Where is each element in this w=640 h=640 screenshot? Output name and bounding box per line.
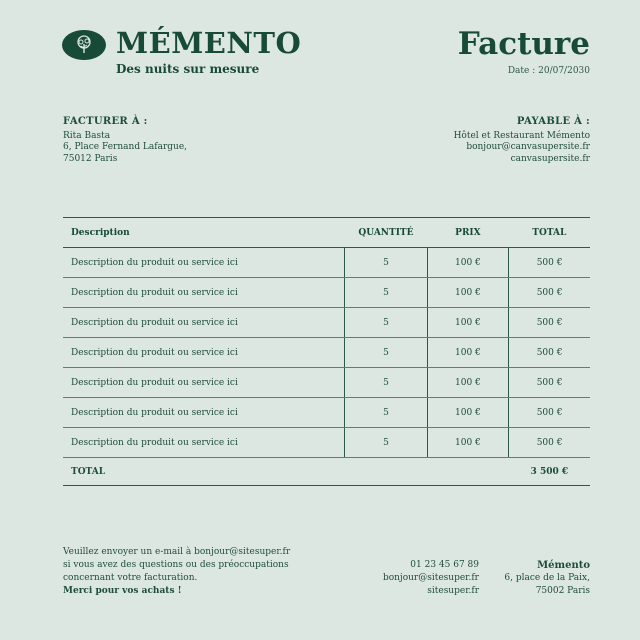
brand-name: MÉMENTO: [116, 26, 302, 60]
row-quantity: 5: [345, 308, 427, 338]
row-description: Description du produit ou service ici: [63, 308, 345, 338]
row-description: Description du produit ou service ici: [63, 368, 345, 398]
address-line: 75002 Paris: [535, 586, 590, 596]
row-price: 100 €: [427, 398, 509, 428]
contact-website: sitesuper.fr: [427, 586, 479, 596]
row-price: 100 €: [427, 248, 509, 278]
row-total: 500 €: [509, 248, 590, 278]
contact-phone: 01 23 45 67 89: [410, 560, 479, 570]
row-description: Description du produit ou service ici: [63, 398, 345, 428]
row-description: Description du produit ou service ici: [63, 338, 345, 368]
row-quantity: 5: [345, 428, 427, 458]
thank-you-message: Merci pour vos achats !: [63, 586, 182, 596]
total-spacer: [345, 458, 427, 486]
table-row: [63, 338, 590, 368]
tree-icon-graphic: [73, 34, 95, 56]
bill-to-line: Rita Basta: [63, 130, 111, 141]
brand-tagline: Des nuits sur mesure: [116, 62, 260, 76]
bill-to-block: [63, 116, 187, 165]
footer-note-line: concernant votre facturation.: [63, 573, 198, 583]
row-total: 500 €: [509, 278, 590, 308]
row-total: 500 €: [509, 338, 590, 368]
pay-to-block: [454, 116, 590, 165]
table-row: [63, 368, 590, 398]
table-header-row: [63, 218, 590, 248]
row-quantity: 5: [345, 248, 427, 278]
total-value: 3 500 €: [509, 458, 590, 486]
footer-contact: [383, 559, 479, 598]
bill-to-line: 75012 Paris: [63, 153, 118, 164]
row-price: 100 €: [427, 278, 509, 308]
pay-to-line: Hôtel et Restaurant Mémento: [453, 130, 590, 141]
document-title: Facture: [457, 26, 590, 62]
contact-email: bonjour@sitesuper.fr: [382, 573, 479, 583]
row-quantity: 5: [345, 338, 427, 368]
bill-to-heading: FACTURER À :: [63, 116, 148, 127]
table-row: [63, 278, 590, 308]
pay-to-heading: PAYABLE À :: [516, 116, 590, 127]
row-total: 500 €: [509, 398, 590, 428]
row-description: Description du produit ou service ici: [63, 248, 345, 278]
row-price: 100 €: [427, 338, 509, 368]
header-total: TOTAL: [509, 218, 590, 248]
footer-note-line: si vous avez des questions ou des préoccupations: [63, 560, 289, 570]
row-total: 500 €: [509, 368, 590, 398]
header-quantity: QUANTITÉ: [345, 218, 427, 248]
table-row: [63, 308, 590, 338]
row-description: Description du produit ou service ici: [63, 428, 345, 458]
row-price: 100 €: [427, 308, 509, 338]
row-total: 500 €: [509, 308, 590, 338]
footer-address: [504, 559, 590, 598]
row-quantity: 5: [345, 398, 427, 428]
table-row: [63, 428, 590, 458]
row-quantity: 5: [345, 368, 427, 398]
table-row: [63, 248, 590, 278]
header-description: Description: [63, 218, 345, 248]
invoice-table: [63, 217, 590, 486]
row-total: 500 €: [509, 428, 590, 458]
row-quantity: 5: [345, 278, 427, 308]
footer-note-line: Veuillez envoyer un e-mail à bonjour@sitesuper.fr: [63, 547, 291, 557]
row-description: Description du produit ou service ici: [63, 278, 345, 308]
total-spacer: [427, 458, 509, 486]
company-name: Mémento: [537, 560, 590, 571]
row-price: 100 €: [427, 368, 509, 398]
header-price: PRIX: [427, 218, 509, 248]
tree-icon: [62, 30, 106, 60]
table-row: [63, 398, 590, 428]
pay-to-website: canvasupersite.fr: [510, 153, 590, 164]
total-label: TOTAL: [63, 458, 345, 486]
footer-note: [63, 546, 353, 598]
invoice-date: Date : 20/07/2030: [507, 66, 590, 76]
bill-to-line: 6, Place Fernand Lafargue,: [63, 142, 188, 152]
address-line: 6, place de la Paix,: [504, 573, 590, 583]
total-row: [63, 458, 590, 486]
pay-to-email: bonjour@canvasupersite.fr: [466, 142, 590, 152]
row-price: 100 €: [427, 428, 509, 458]
